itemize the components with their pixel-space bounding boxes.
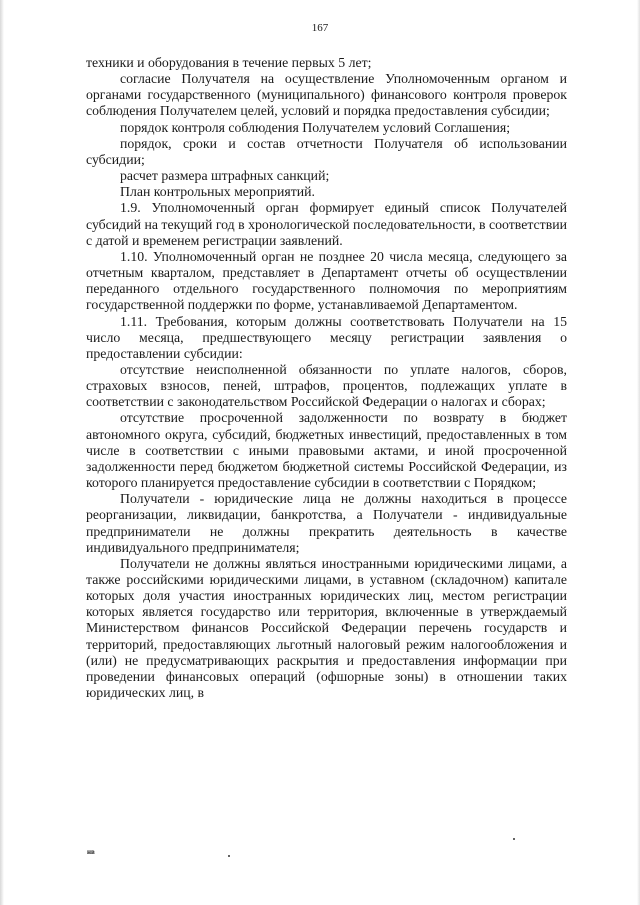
paragraph: расчет размера штрафных санкций;	[120, 168, 330, 184]
paragraph: порядок, сроки и состав отчетности Получателя об использовании субсидии;	[86, 135, 567, 167]
scan-edge-left	[0, 0, 4, 905]
paragraph: 1.9. Уполномоченный орган формирует единый список Получателей субсидий на текущий год в хронологической последовательности, в соответствии с датой и временем регистрации заявлений.	[86, 200, 567, 248]
paragraph: Получатели - юридические лица не должны находиться в процессе реорганизации, ликвидации, банкротства, а Получатели - индивидуальные предприниматели не должны прекратить деятельность в качестве индивидуального предпринимателя;	[86, 491, 567, 555]
footer-mark: нв	[87, 848, 95, 856]
paragraph: 1.10. Уполномоченный орган не позднее 20 числа месяца, следующего за отчетным кварталом, представляет в Департамент отчеты об осуществлении переданного отдельного государственного полномочия по мероприятиям государственной поддержки по форме, устанавливаемой Департаментом.	[86, 248, 567, 313]
paragraph: Получатели не должны являться иностранными юридическими лицами, а также российскими юридическими лицами, в уставном (складочном) капитале которых доля участия иностранных юридических лиц, местом регистрации которых является государство или территория, включенные в утверждаемый Министерством финансов Российской Федерации перечень государств и территорий, предоставляющих льготный налоговый режим налогообложения и (или) не предусматривающих раскрытия и предоставления информации при проведении финансовых операций (офшорные зоны) в отношении таких юридических лиц, в	[86, 555, 567, 701]
paragraph: План контрольных мероприятий.	[120, 184, 315, 200]
paragraph: отсутствие просроченной задолженности по возврату в бюджет автономного округа, субсидий, бюджетных инвестиций, предоставленных в том числе в соответствии с иными правовыми актами, и иной просроченной задолженности перед бюджетом бюджетной системы Российской Федерации, из которого планируется предоставление субсидии в соответствии с Порядком;	[86, 410, 567, 491]
paragraph: отсутствие неисполненной обязанности по уплате налогов, сборов, страховых взносов, пеней, штрафов, процентов, подлежащих уплате в соответствии с законодательством Российской Федерации о налогах и сборах;	[86, 361, 567, 410]
paragraph: 1.11. Требования, которым должны соответствовать Получатели на 15 число месяца, предшествующего месяцу регистрации заявления о предоставлении субсидии:	[86, 313, 567, 361]
paragraph: согласие Получателя на осуществление Уполномоченным органом и органами государственного (муниципального) финансового контроля проверок соблюдения Получателем целей, условий и порядка предоставления субсидии;	[86, 71, 567, 119]
page-number: 167	[311, 22, 329, 34]
paragraph: техники и оборудования в течение первых 5 лет;	[86, 55, 372, 70]
scan-speck	[228, 855, 230, 857]
paragraph: порядок контроля соблюдения Получателем условий Соглашения;	[120, 119, 511, 135]
document-body	[86, 55, 567, 701]
scan-speck	[513, 838, 515, 840]
